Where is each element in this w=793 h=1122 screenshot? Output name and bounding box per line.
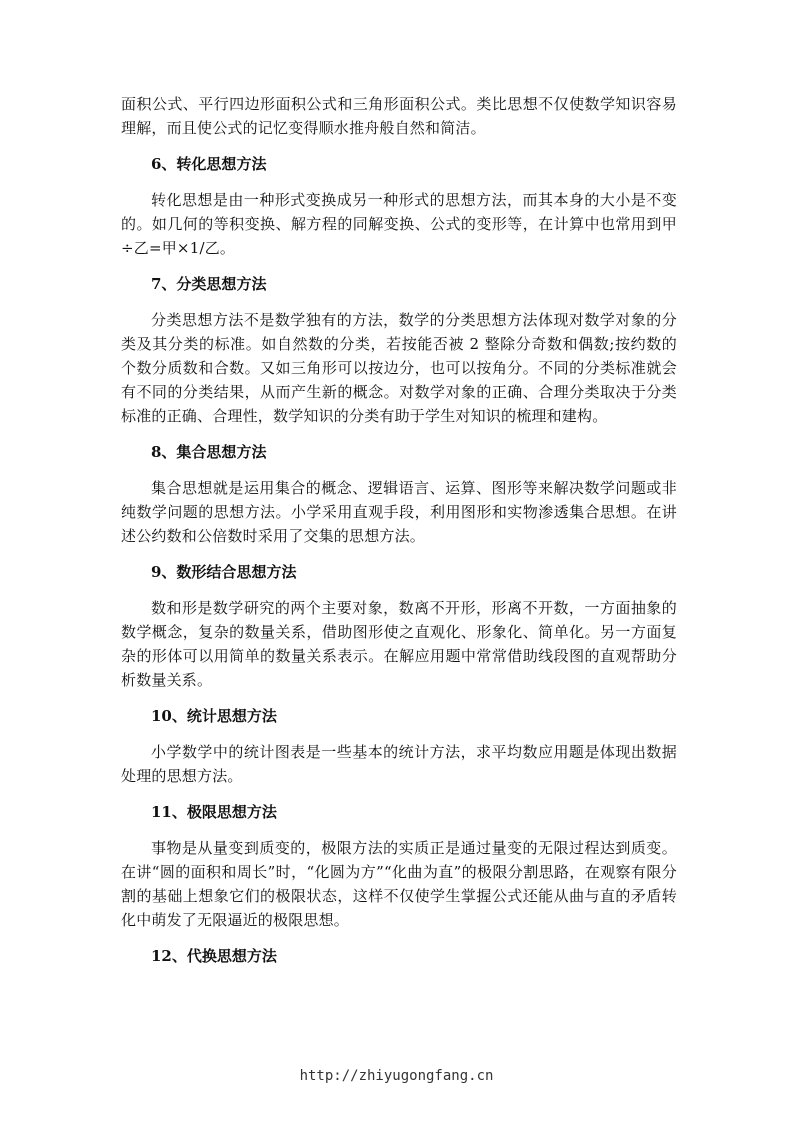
section-heading: 9、数形结合思想方法: [151, 563, 297, 581]
intro-paragraph: 面积公式、平行四边形面积公式和三角形面积公式。类比思想不仅使数学知识容易理解，而且使公式的记忆变得顺水推舟般自然和简洁。: [121, 95, 677, 137]
section-heading: 11、极限思想方法: [151, 803, 277, 821]
section-paragraph: 小学数学中的统计图表是一些基本的统计方法，求平均数应用题是体现出数据处理的思想方法。: [121, 743, 677, 785]
section-heading: 7、分类思想方法: [151, 275, 267, 293]
section-paragraph: 数和形是数学研究的两个主要对象，数离不开形，形离不开数，一方面抽象的数学概念，复杂的数量关系，借助图形使之直观化、形象化、简单化。另一方面复杂的形体可以用简单的数量关系表示。在解应用题中常常借助线段图的直观帮助分析数量关系。: [121, 599, 677, 689]
section-10: [121, 704, 677, 788]
section-11: [121, 800, 677, 932]
section-9: [121, 560, 677, 692]
section-paragraph: 集合思想就是运用集合的概念、逻辑语言、运算、图形等来解决数学问题或非纯数学问题的思想方法。小学采用直观手段，利用图形和实物渗透集合思想。在讲述公约数和公倍数时采用了交集的思想方法。: [121, 479, 677, 545]
section-8: [121, 440, 677, 548]
section-6: [121, 152, 677, 260]
section-paragraph: 转化思想是由一种形式变换成另一种形式的思想方法，而其本身的大小是不变的。如几何的等积变换、解方程的同解变换、公式的变形等，在计算中也常用到甲÷乙=甲×1/乙。: [121, 191, 677, 257]
section-heading: 8、集合思想方法: [151, 443, 267, 461]
section-paragraph: 分类思想方法不是数学独有的方法，数学的分类思想方法体现对数学对象的分类及其分类的标准。如自然数的分类，若按能否被 2 整除分奇数和偶数;按约数的个数分质数和合数。又如三角形可以按边分，也可以按角分。不同的分类标准就会有不同的分类结果，从而产生新的概念。对数学对象的正确、合理分类取决于分类标准的正确、合理性，数学知识的分类有助于学生对知识的梳理和建构。: [121, 311, 677, 425]
section-heading: 6、转化思想方法: [151, 155, 267, 173]
section-paragraph: 事物是从量变到质变的，极限方法的实质正是通过量变的无限过程达到质变。在讲“圆的面积和周长”时，“化圆为方”“化曲为直”的极限分割思路，在观察有限分割的基础上想象它们的极限状态，这样不仅使学生掌握公式还能从曲与直的矛盾转化中萌发了无限逼近的极限思想。: [121, 839, 677, 929]
section-heading: 12、代换思想方法: [151, 947, 277, 965]
section-heading: 10、统计思想方法: [151, 707, 277, 725]
footer-url: http://zhiyugongfang.cn: [299, 1068, 494, 1084]
section-12: [121, 944, 677, 968]
document-body: [121, 92, 677, 980]
section-7: [121, 272, 677, 428]
